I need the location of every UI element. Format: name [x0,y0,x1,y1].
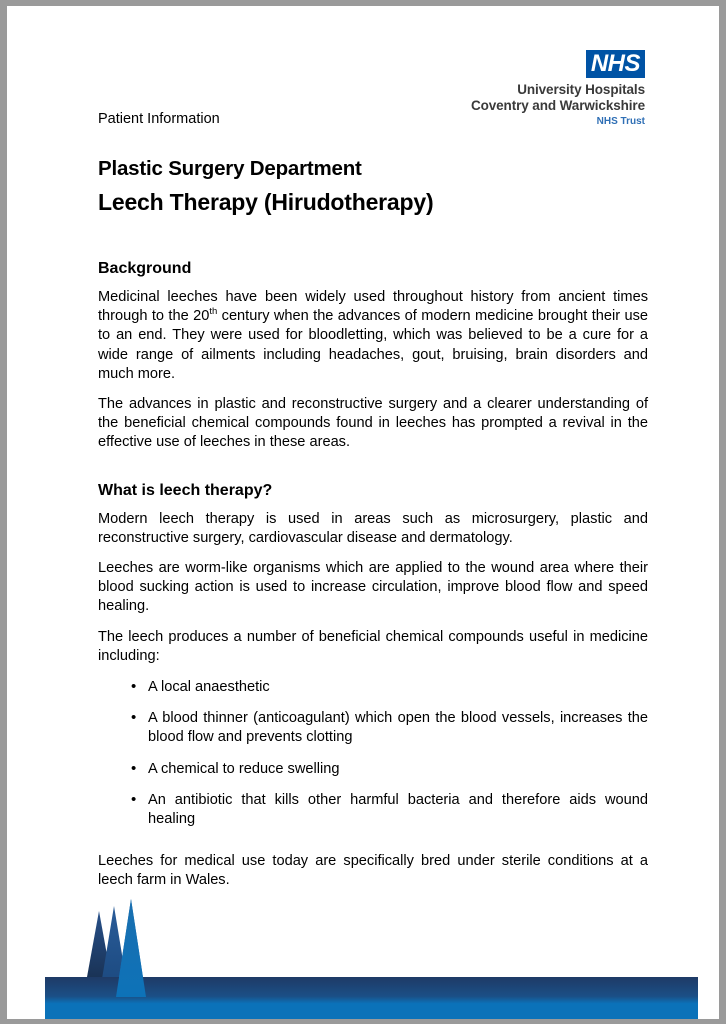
paragraph-therapy-2: Leeches are worm-like organisms which are applied to the wound area where their blood sucking action is used to increase circulation, improve blood flow and speed healing. [98,560,648,615]
list-item: • A blood thinner (anticoagulant) which open the blood vessels, increases the blood flow and prevents clotting [98,709,648,747]
paragraph-text-before: Medicinal leeches have been widely used throughout history from ancient times through to the 20 [98,289,648,325]
trust-name-line2: Coventry and Warwickshire [470,97,645,113]
superscript-ordinal: th [209,306,218,318]
patient-information-label: Patient Information [98,111,220,127]
trust-type-label: NHS Trust [596,116,645,127]
footer-decoration [45,893,698,1019]
document-header [98,156,658,217]
list-item: • An antibiotic that kills other harmful bacteria and therefore aids wound healing [98,791,648,829]
paragraph-therapy-3: The leech produces a number of beneficial chemical compounds useful in medicine including: [98,628,648,664]
footer-skyline-graphic [45,893,698,1019]
section-heading-what-is-leech-therapy: What is leech therapy? [98,481,273,499]
department-heading: Plastic Surgery Department [98,157,362,180]
paragraph-therapy-1: Modern leech therapy is used in areas such as microsurgery, plastic and reconstructive surgery, cardiovascular disease and dermatology. [98,510,648,546]
nhs-logo [465,50,645,128]
paragraph-background-1 [98,288,648,384]
paragraph-background-2: The advances in plastic and reconstructive surgery and a clearer understanding of the beneficial chemical compounds found in leeches has prompted a revival in the effective use of leeches in these areas. [98,396,648,451]
trust-name-line1: University Hospitals [517,82,645,97]
document-page [15,13,719,1019]
list-item: • A local anaesthetic [98,678,648,697]
list-item: • A chemical to reduce swelling [98,760,648,779]
page-title: Leech Therapy (Hirudotherapy) [98,189,434,215]
document-body [98,259,648,891]
nhs-badge-icon: NHS [586,50,645,78]
paragraph-text-after: century when the advances of modern medicine brought their use to an end. They were used for bloodletting, which was believed to be a cure for a wide range of ailments including headaches, gout, bruising, brain disorders and much more. [98,308,648,382]
page-shadow [7,6,719,1019]
compound-list [98,678,648,829]
paragraph-closing: Leeches for medical use today are specifically bred under sterile conditions at a leech farm in Wales. [98,853,648,889]
section-heading-background: Background [98,260,192,277]
